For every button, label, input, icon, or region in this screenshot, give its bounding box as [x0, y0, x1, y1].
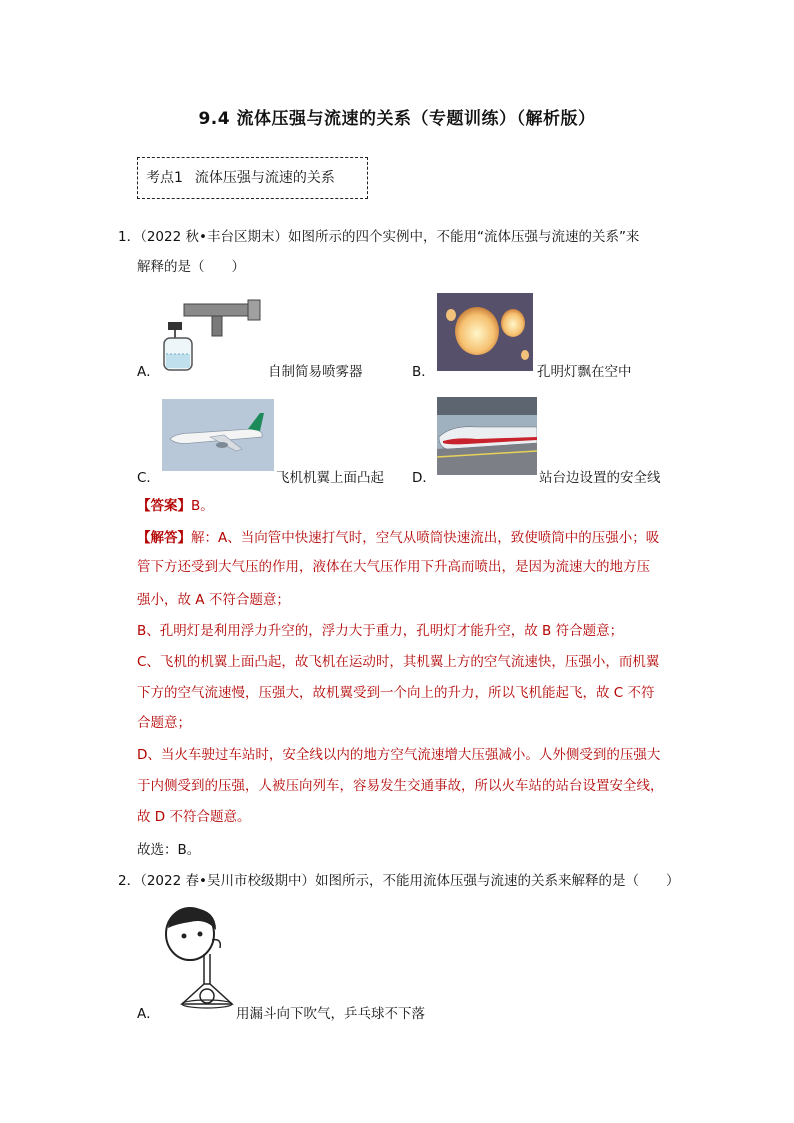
q1-stem-line2: 解释的是（ ） — [137, 259, 245, 275]
analysis-line-3: B、孔明灯是利用浮力升空的，浮力大于重力，孔明灯才能升空，故 B 符合题意； — [137, 623, 624, 639]
sprayer-image — [160, 298, 266, 374]
kaodian-number: 考点1 — [146, 170, 183, 186]
answer-value: B。 — [191, 498, 214, 514]
analysis-line-7: D、当火车驶过车站时，安全线以内的地方空气流速增大压强减小。人外侧受到的压强大 — [137, 747, 661, 763]
kaodian-box — [137, 157, 368, 199]
sky-lantern-image — [437, 293, 533, 371]
q1-option-a-text: 自制简易喷雾器 — [268, 364, 363, 380]
analysis-line-1: 管下方还受到大气压的作用，液体在大气压作用下升高而喷出，是因为流速大的地方压 — [137, 559, 650, 575]
train-station-image — [437, 397, 537, 475]
kaodian-text: 流体压强与流速的关系 — [194, 170, 335, 186]
q1-option-d-text: 站台边设置的安全线 — [539, 470, 661, 486]
airplane-image — [162, 399, 274, 471]
q2-option-a-text: 用漏斗向下吹气，乒乓球不下落 — [236, 1006, 425, 1022]
analysis-line-8: 于内侧受到的压强，人被压向列车，容易发生交通事故，所以火车站的站台设置安全线， — [137, 778, 664, 794]
analysis-line-4: C、飞机的机翼上面凸起，故飞机在运动时，其机翼上方的空气流速快，压强小，而机翼 — [137, 654, 660, 670]
analysis-line-9: 故 D 不符合题意。 — [137, 809, 251, 825]
q1-option-b-text: 孔明灯飘在空中 — [537, 364, 632, 380]
q2-stem: 2．（2022 春•吴川市校级期中）如图所示，不能用流体压强与流速的关系来解释的是（ ） — [118, 873, 680, 889]
analysis-label: 【解答】 — [137, 530, 191, 546]
q1-option-d-letter: D． — [412, 470, 436, 486]
analysis-line-2: 强小，故 A 不符合题意； — [137, 592, 290, 608]
q1-answer — [137, 492, 214, 521]
analysis-line-5: 下方的空气流速慢，压强大，故机翼受到一个向上的升力，所以飞机能起飞，故 C 不符 — [137, 685, 655, 701]
q1-option-a-letter: A． — [137, 364, 160, 380]
q1-option-c-letter: C． — [137, 470, 160, 486]
page-title: 9.4 流体压强与流速的关系（专题训练）（解析版） — [198, 109, 596, 129]
q2-option-a-letter: A． — [137, 1006, 160, 1022]
q1-option-b-letter: B． — [412, 364, 435, 380]
analysis-line-6: 合题意； — [137, 715, 191, 731]
q1-choice: 故选：B。 — [137, 842, 201, 858]
answer-label: 【答案】 — [137, 498, 191, 514]
funnel-boy-image — [160, 904, 240, 1016]
q1-stem-line1: 1．（2022 秋•丰台区期末）如图所示的四个实例中，不能用“流体压强与流速的关系”来 — [118, 229, 640, 245]
analysis-line-0: 【解答】解：A、当向管中快速打气时，空气从喷筒快速流出，致使喷筒中的压强小；吸 — [137, 530, 660, 546]
q1-option-c-text: 飞机机翼上面凸起 — [276, 470, 384, 486]
